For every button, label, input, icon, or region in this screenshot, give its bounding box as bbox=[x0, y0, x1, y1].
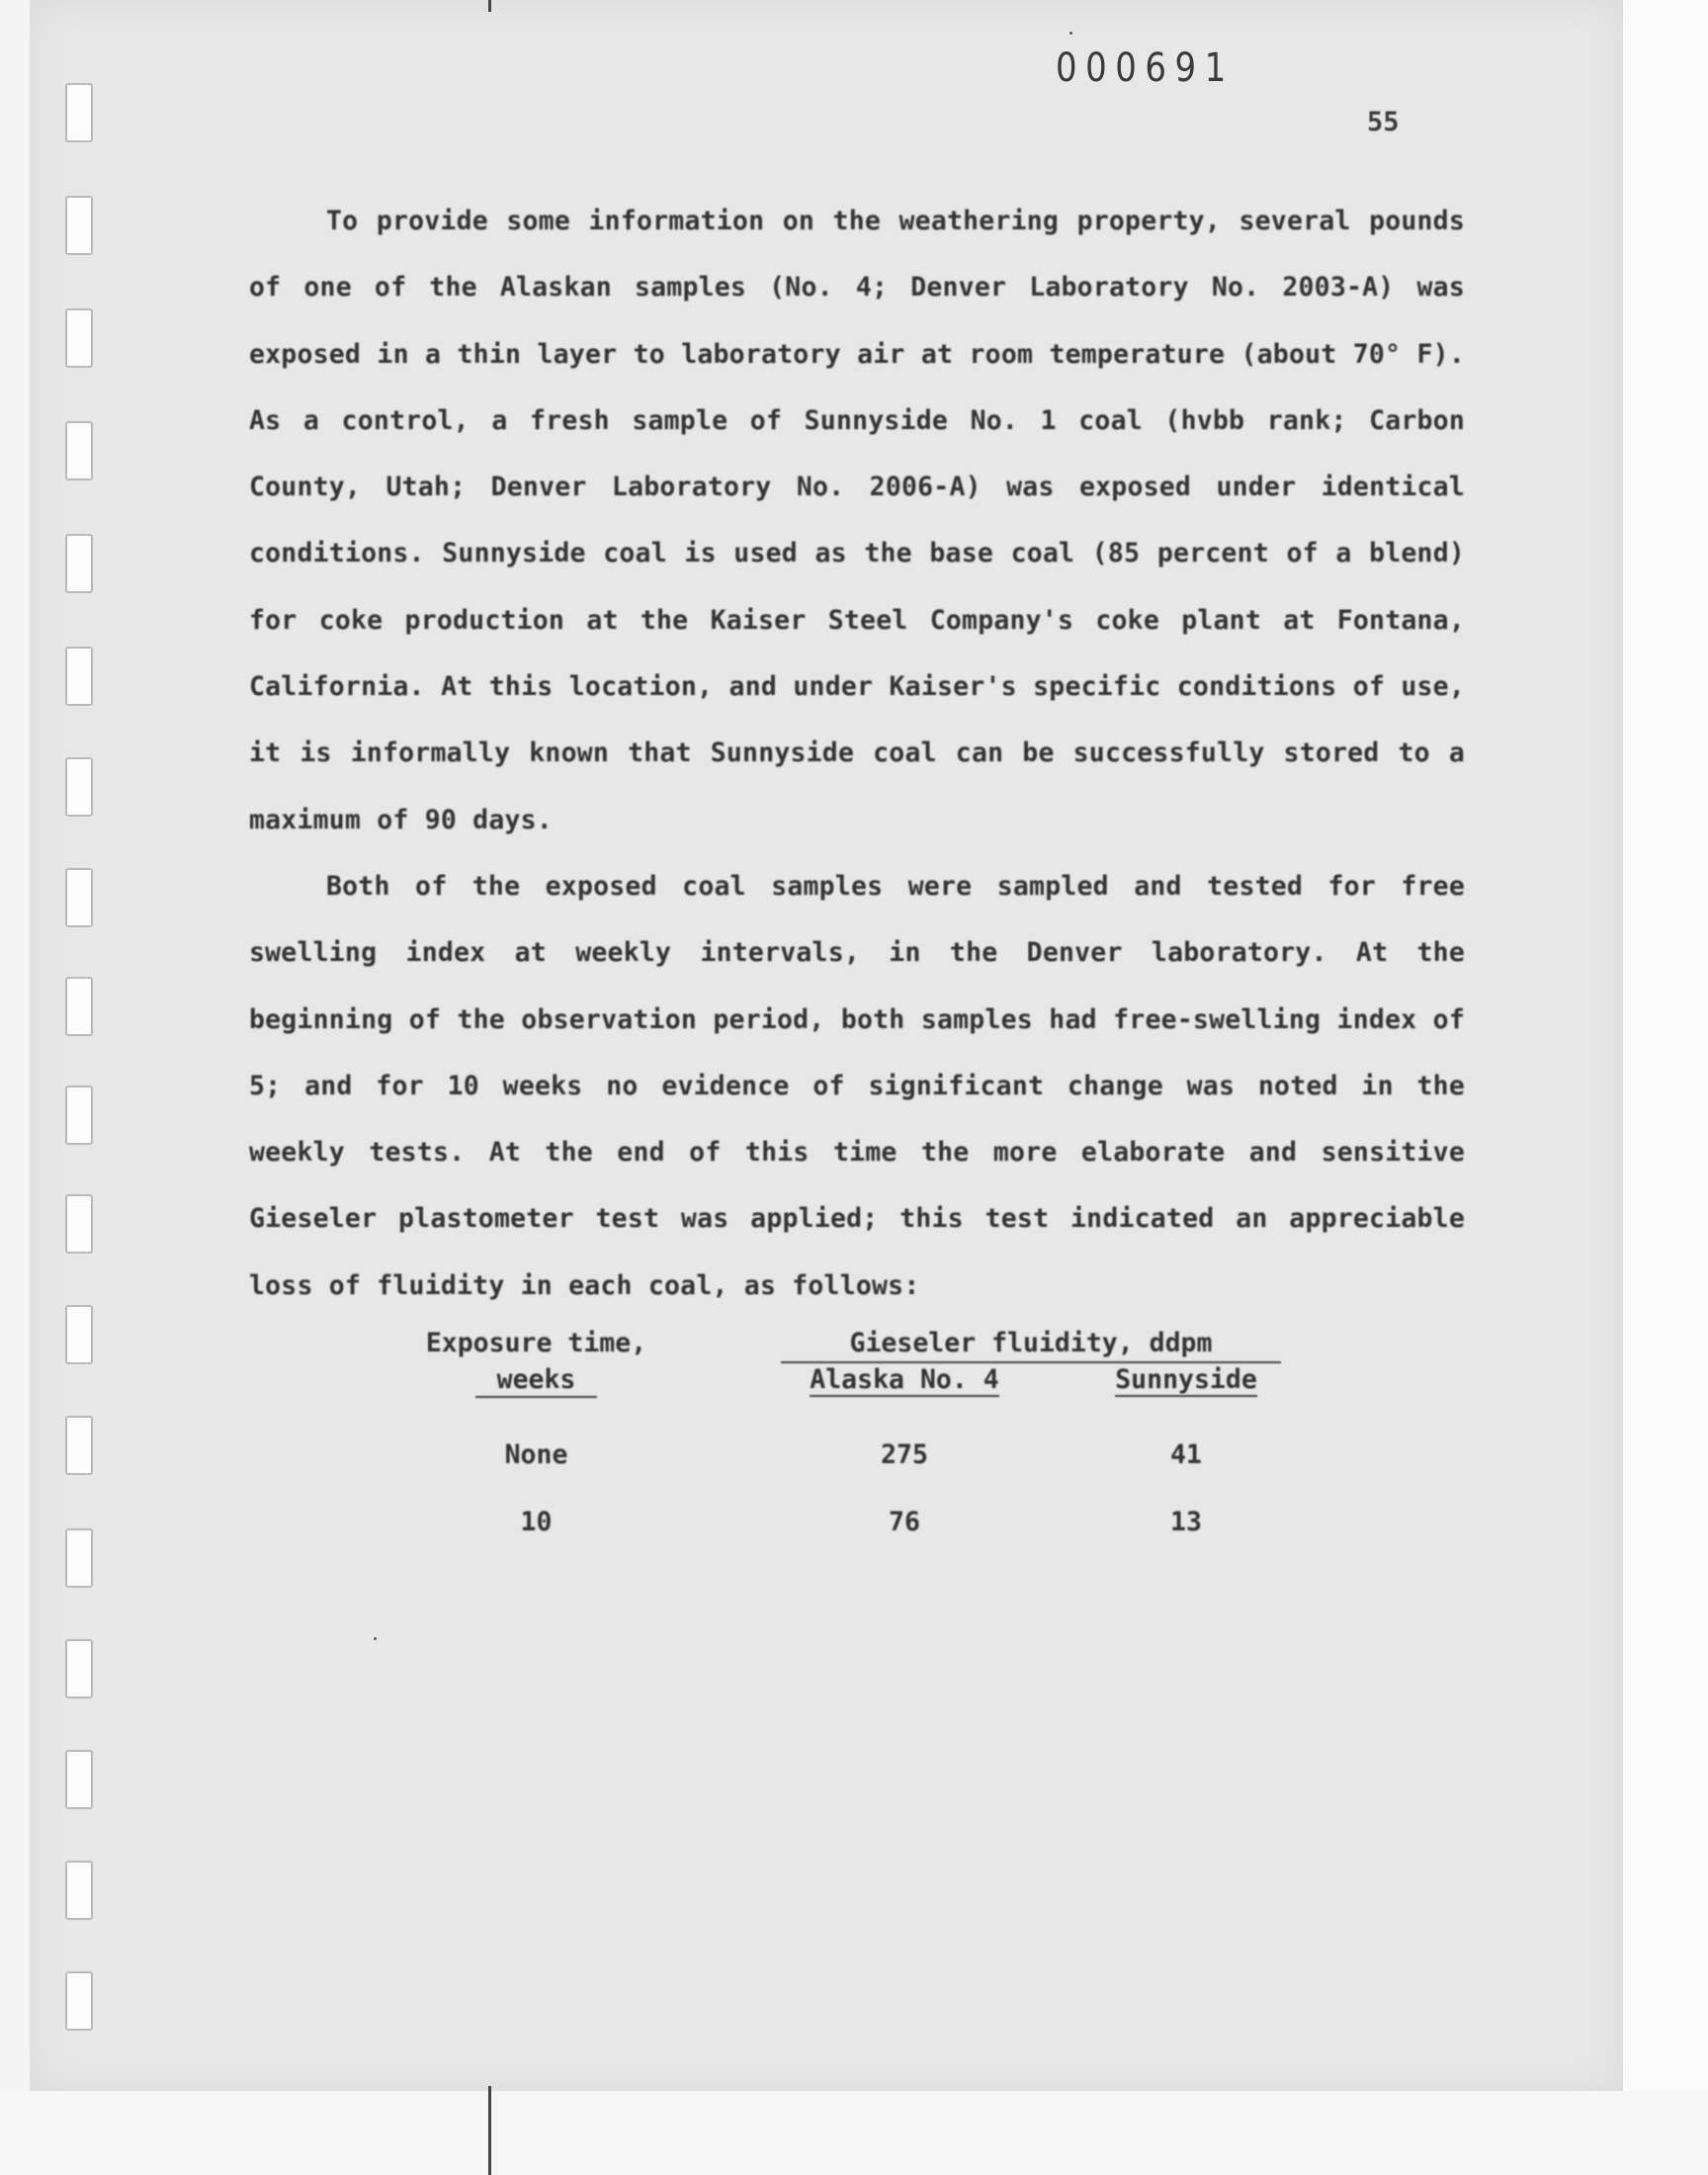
perforation-hole bbox=[65, 308, 93, 368]
perforation-hole bbox=[65, 1194, 93, 1254]
scan-margin-bottom bbox=[0, 2091, 1708, 2175]
table-cell-exposure: None bbox=[504, 1439, 568, 1470]
paragraph-swelling-tests: Both of the exposed coal samples were sampled and tested for free swelling index at weekly intervals, in the Denver laboratory. At the beginning of the observation period, both samples had free-swelling index of 5; and for 10 weeks no evidence of significant change was noted in the weekly tests. At the end of this time the more elaborate and sensitive Gieseler plastometer test was applied; this test indicated an appreciable loss of fluidity in each coal, as follows: bbox=[249, 870, 1465, 1301]
perforation-hole bbox=[65, 1861, 93, 1920]
exposure-header-line2: weeks bbox=[475, 1364, 598, 1398]
scan-speck bbox=[1069, 32, 1072, 35]
perforation-hole bbox=[65, 83, 93, 142]
exposure-header-line1: Exposure time, bbox=[425, 1328, 647, 1358]
perforation-hole bbox=[65, 1639, 93, 1698]
column-header-alaska bbox=[781, 1361, 1028, 1398]
exposure-time-header bbox=[415, 1325, 657, 1398]
perforation-hole bbox=[65, 1416, 93, 1475]
paragraph-weathering: To provide some information on the weathering property, several pounds of one of the Alaskan samples (No. 4; Denver Laboratory No. 2003-A) was exposed in a thin layer to laboratory air at room temperature (about 70° F). As a control, a fresh sample of Sunnyside No. 1 coal (hvbb rank; Carbon County, Utah; Denver Laboratory No. 2006-A) was exposed under identical conditions. Sunnyside coal is used as the base coal (85 percent of a blend) for coke production at the Kaiser Steel Company's coke plant at Fontana, California. At this location, and under Kaiser's specific conditions of use, it is informally known that Sunnyside coal can be successfully stored to a maximum of 90 days. bbox=[249, 206, 1465, 835]
perforation-hole bbox=[65, 977, 93, 1036]
perforation-hole bbox=[65, 1971, 93, 2031]
table-cell-sunnyside: 41 bbox=[1170, 1439, 1202, 1470]
perforation-hole bbox=[65, 196, 93, 255]
scan-speck bbox=[374, 1637, 377, 1640]
column-header-sunnyside-label: Sunnyside bbox=[1115, 1364, 1257, 1395]
perforation-hole bbox=[65, 757, 93, 817]
fluidity-table bbox=[415, 1325, 1285, 1542]
perforation-hole bbox=[65, 1528, 93, 1588]
table-cell-exposure: 10 bbox=[520, 1507, 553, 1537]
fold-line-bottom bbox=[488, 2086, 491, 2175]
page-number: 55 bbox=[1367, 107, 1400, 137]
table-cell-alaska: 275 bbox=[881, 1439, 928, 1470]
perforation-hole bbox=[65, 1750, 93, 1809]
scan-margin-right bbox=[1623, 0, 1708, 2175]
fold-line-top bbox=[488, 0, 491, 12]
archive-number: 000691 bbox=[1056, 45, 1235, 91]
perforation-hole bbox=[65, 868, 93, 927]
perforation-hole bbox=[65, 421, 93, 480]
column-header-alaska-label: Alaska No. 4 bbox=[810, 1364, 999, 1395]
table-cell-alaska: 76 bbox=[889, 1507, 920, 1537]
gieseler-fluidity-header: Gieseler fluidity, ddpm bbox=[781, 1325, 1281, 1363]
table-cell-sunnyside: 13 bbox=[1170, 1507, 1202, 1537]
perforation-hole bbox=[65, 534, 93, 593]
perforation-hole bbox=[65, 1305, 93, 1364]
body-text bbox=[249, 188, 1465, 1319]
perforation-hole bbox=[65, 647, 93, 706]
perforation-hole bbox=[65, 1086, 93, 1145]
column-header-sunnyside bbox=[1091, 1361, 1281, 1398]
